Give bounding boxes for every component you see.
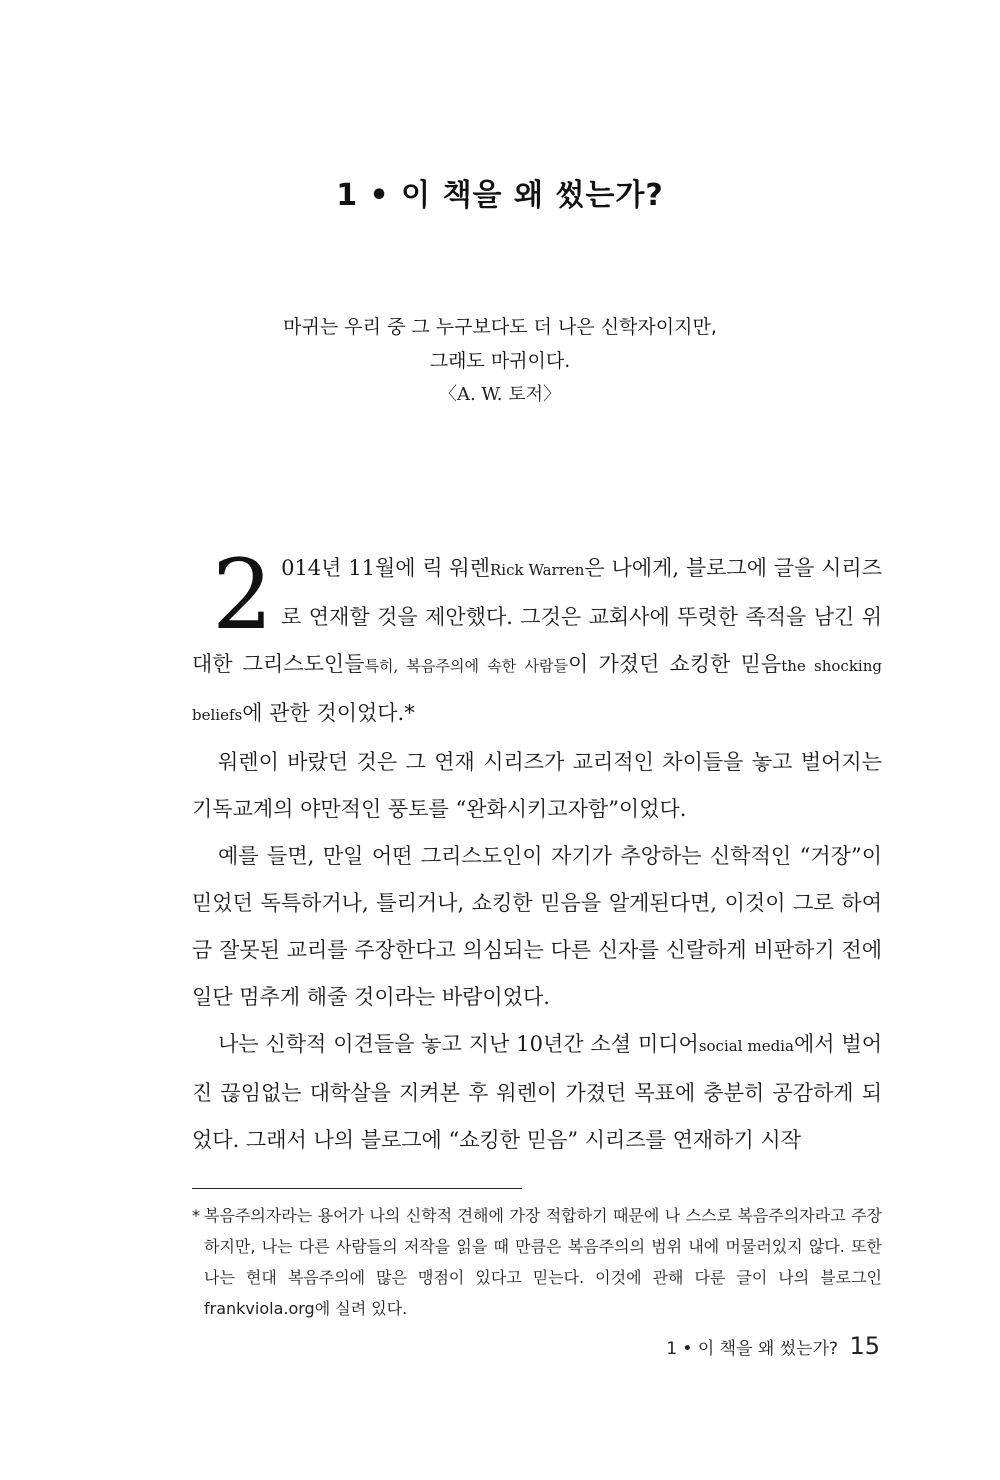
footnote-divider <box>192 1188 522 1189</box>
footnote-mark: * <box>192 1206 200 1225</box>
paragraph-3: 예를 들면, 만일 어떤 그리스도인이 자기가 추앙하는 신학적인 “거장”이 믿었던 독특하거나, 틀리거나, 쇼킹한 믿음을 알게된다면, 이것이 그로 하여금 잘못된 교리를 주장한다고 의심되는 다른 신자를 신랄하게 비판하기 전에 일단 멈추게 해줄 것이라는 바람이었다. <box>192 844 882 1009</box>
running-title: 1 • 이 책을 왜 썼는가? <box>666 1339 839 1359</box>
epigraph-line-1: 마귀는 우리 중 그 누구보다도 더 나은 신학자이지만, <box>283 316 717 338</box>
paragraph-1-text-a: 014년 11월에 릭 워렌 <box>281 556 490 580</box>
page-number: 15 <box>849 1332 880 1360</box>
paragraph-1-aside-a: Rick Warren <box>490 561 585 579</box>
paragraph-1-aside-c: the shocking beliefs <box>192 657 882 724</box>
paragraph-4-text-b: 에서 벌어진 끊임없는 대학살을 지켜본 후 워렌이 가졌던 목표에 충분히 공감하게 되었다. 그래서 나의 블로그에 “쇼킹한 믿음” 시리즈를 연재하기 시작 <box>192 1032 882 1152</box>
running-footer <box>666 1332 880 1360</box>
paragraph-1-text-d: 에 관한 것이었다.* <box>242 701 415 725</box>
paragraph-1-aside-b: 특히, 복음주의에 속한 사람들 <box>364 657 569 675</box>
paragraph-1-text-c: 이 가졌던 쇼킹한 믿음 <box>568 652 782 676</box>
paragraph-2: 워렌이 바랐던 것은 그 연재 시리즈가 교리적인 차이들을 놓고 벌어지는 기독교계의 야만적인 풍토를 “완화시키고자함”이었다. <box>192 750 882 821</box>
drop-cap: 2 <box>212 539 274 651</box>
paragraph-4-aside-a: social media <box>698 1037 794 1055</box>
body-text <box>192 539 883 1164</box>
paragraph-1 <box>192 539 883 739</box>
epigraph-author: 〈A. W. 토저〉 <box>438 384 562 405</box>
paragraph-1-text-b: 은 나에게, 블로그에 글을 시리즈로 연재할 것을 제안했다. 그것은 교회사에 뚜렷한 족적을 남긴 위대한 그리스도인들 <box>192 556 883 676</box>
footnote-text: 복음주의자라는 용어가 나의 신학적 견해에 가장 적합하기 때문에 나 스스로 복음주의자라고 주장하지만, 나는 다른 사람들의 저작을 읽을 때 만큼은 복음주의의 범위 내에 머물러있지 않다. 또한 나는 현대 복음주의에 많은 맹점이 있다고 믿는다. 이것에 관해 다룬 글이 나의 블로그인 frankviola.org에 실려 있다. <box>204 1206 882 1318</box>
footnote <box>192 1200 882 1324</box>
paragraph-4-text-a: 나는 신학적 이견들을 놓고 지난 10년간 소셜 미디어 <box>218 1032 699 1056</box>
epigraph <box>0 310 1000 412</box>
epigraph-line-2: 그래도 마귀이다. <box>429 350 571 372</box>
chapter-title: 1 • 이 책을 왜 썼는가? <box>336 178 664 214</box>
paragraph-4 <box>192 1021 882 1164</box>
